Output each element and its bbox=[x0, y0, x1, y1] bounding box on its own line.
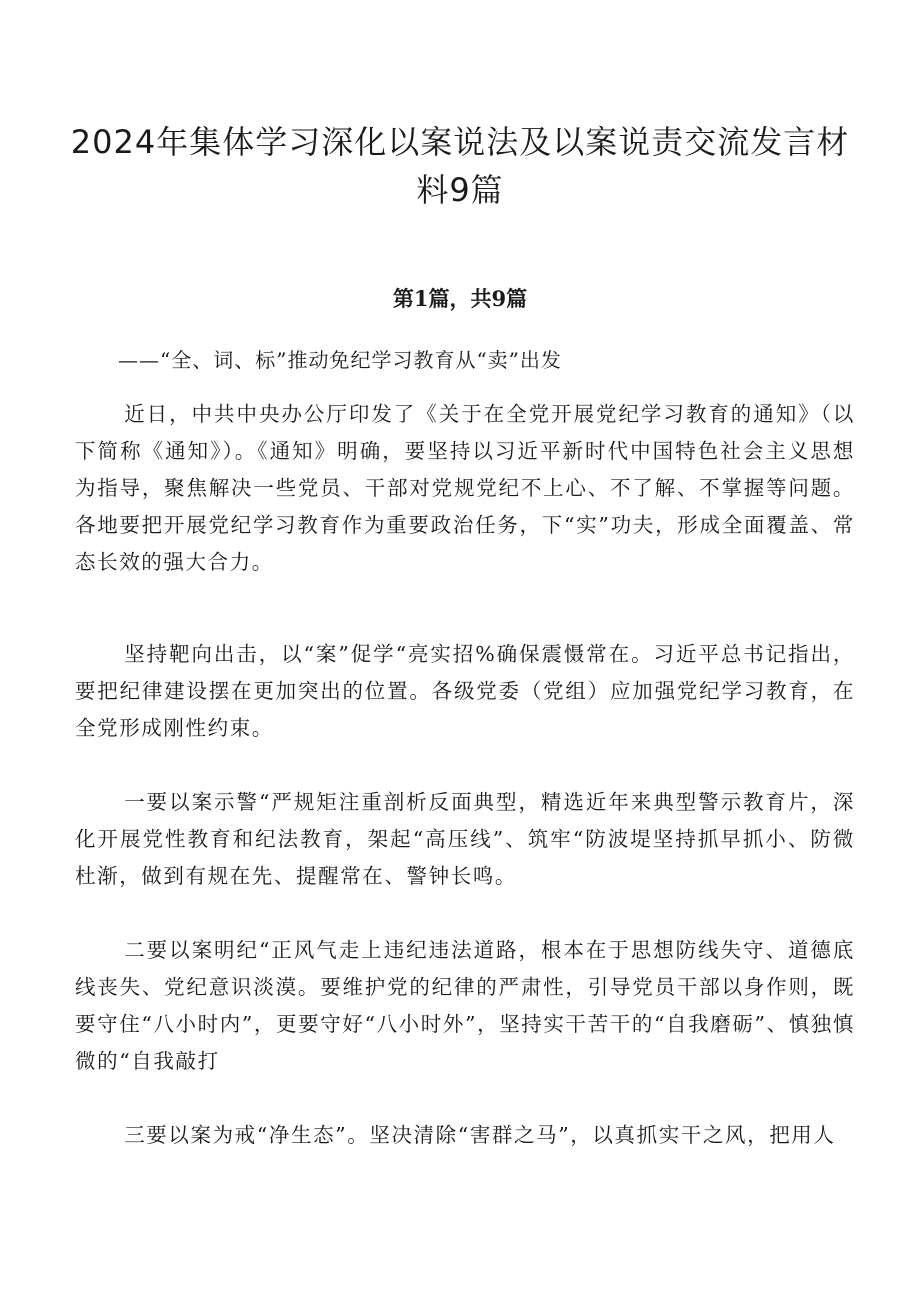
part-heading: 第1篇，共9篇 bbox=[392, 286, 528, 311]
document-title: 2024年集体学习深化以案说法及以案说责交流发言材料9篇 bbox=[70, 123, 850, 209]
article-subtitle: ——“全、词、标”推动免纪学习教育从“卖”出发 bbox=[118, 348, 562, 372]
body-paragraph: 三要以案为戒“净生态”。坚决清除“害群之马”，以真抓实干之风，把用人 bbox=[124, 1123, 836, 1147]
body-paragraph: 二要以案明纪“正风气走上违纪违法道路，根本在于思想防线失守、道德底线丧失、党纪意识淡漠。要维护党的纪律的严肃性，引导党员干部以身作则，既要守住“八小时内”，更要守好“八小时外”，坚持实干苦干的“自我磨砺”、慎独慎微的“自我敲打 bbox=[75, 938, 855, 1073]
body-paragraph: 一要以案示警“严规矩注重剖析反面典型，精选近年来典型警示教育片，深化开展党性教育和纪法教育，架起“高压线”、筑牢“防波堤坚持抓早抓小、防微杜渐，做到有规在先、提醒常在、警钟长鸣。 bbox=[75, 790, 855, 888]
body-paragraph: 近日，中共中央办公厅印发了《关于在全党开展党纪学习教育的通知》（以下简称《通知》）。《通知》明确，要坚持以习近平新时代中国特色社会主义思想为指导，聚焦解决一些党员、干部对党规党纪不上心、不了解、不掌握等问题。各地要把开展党纪学习教育作为重要政治任务，下“实”功夫，形成全面覆盖、常态长效的强大合力。 bbox=[75, 402, 855, 574]
body-paragraph: 坚持靶向出击，以“案”促学“亮实招%确保震慑常在。习近平总书记指出，要把纪律建设摆在更加突出的位置。各级党委（党组）应加强党纪学习教育，在全党形成刚性约束。 bbox=[75, 642, 855, 740]
